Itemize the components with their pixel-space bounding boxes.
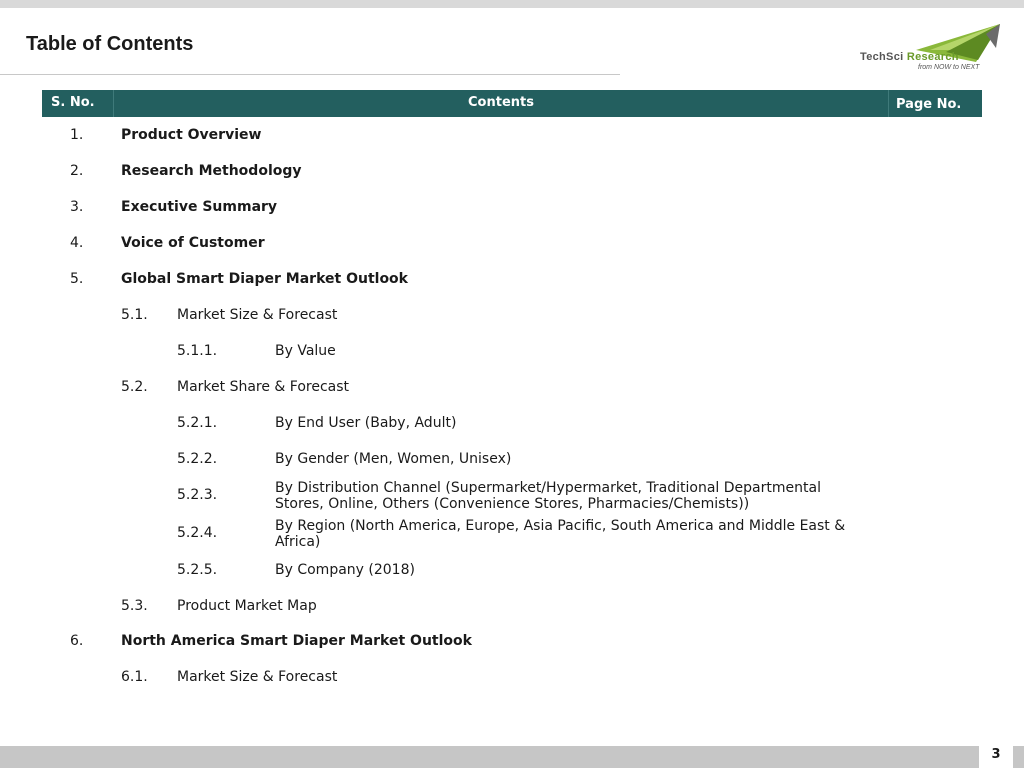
- toc-entry: By Region (North America, Europe, Asia Pacific, South America and Middle East & Africa): [275, 518, 846, 550]
- header-sno: S. No.: [51, 95, 95, 110]
- toc-entry: Product Overview: [121, 127, 262, 143]
- logo-wordmark: TechSci Research: [860, 51, 959, 63]
- toc-number: 5.3.: [121, 598, 148, 614]
- toc-number: 5.: [70, 271, 84, 287]
- top-bar: [0, 0, 1024, 8]
- page-title: Table of Contents: [26, 33, 194, 55]
- toc-number: 5.2.2.: [177, 451, 218, 467]
- toc-number: 5.1.: [121, 307, 148, 323]
- toc-entry: Global Smart Diaper Market Outlook: [121, 271, 408, 287]
- toc-entry: Product Market Map: [177, 598, 317, 614]
- toc-entry: Market Size & Forecast: [177, 307, 338, 323]
- toc-number: 5.1.1.: [177, 343, 218, 359]
- toc-entry: Market Share & Forecast: [177, 379, 350, 395]
- toc-number: 3.: [70, 199, 84, 215]
- toc-entry: North America Smart Diaper Market Outlook: [121, 633, 472, 649]
- toc-entry: Research Methodology: [121, 163, 302, 179]
- title-divider: [0, 74, 620, 75]
- toc-entry: By End User (Baby, Adult): [275, 415, 457, 431]
- header-page-no: Page No.: [896, 97, 962, 112]
- toc-entry: Voice of Customer: [121, 235, 265, 251]
- toc-number: 6.: [70, 633, 84, 649]
- header-contents: Contents: [468, 95, 534, 110]
- toc-number: 1.: [70, 127, 84, 143]
- toc-number: 6.1.: [121, 669, 148, 685]
- logo-tagline: from NOW to NEXT: [918, 64, 980, 71]
- toc-entry: By Value: [275, 343, 336, 359]
- toc-header-row: [42, 90, 982, 117]
- toc-number: 4.: [70, 235, 84, 251]
- toc-number: 2.: [70, 163, 84, 179]
- toc-entry: By Gender (Men, Women, Unisex): [275, 451, 512, 467]
- header-separator: [888, 90, 889, 117]
- techsci-logo: [856, 24, 1002, 74]
- toc-number: 5.2.: [121, 379, 148, 395]
- toc-entry: By Distribution Channel (Supermarket/Hypermarket, Traditional Departmental Stores, Online, Others (Convenience Stores, Pharmacies/Chemists)): [275, 480, 821, 512]
- toc-number: 5.2.4.: [177, 525, 218, 541]
- toc-number: 5.2.3.: [177, 487, 218, 503]
- toc-number: 5.2.5.: [177, 562, 218, 578]
- toc-entry: Market Size & Forecast: [177, 669, 338, 685]
- footer-bar: [0, 746, 1024, 768]
- page-number: 3: [979, 741, 1013, 768]
- toc-entry: By Company (2018): [275, 562, 415, 578]
- toc-number: 5.2.1.: [177, 415, 218, 431]
- toc-entry: Executive Summary: [121, 199, 278, 215]
